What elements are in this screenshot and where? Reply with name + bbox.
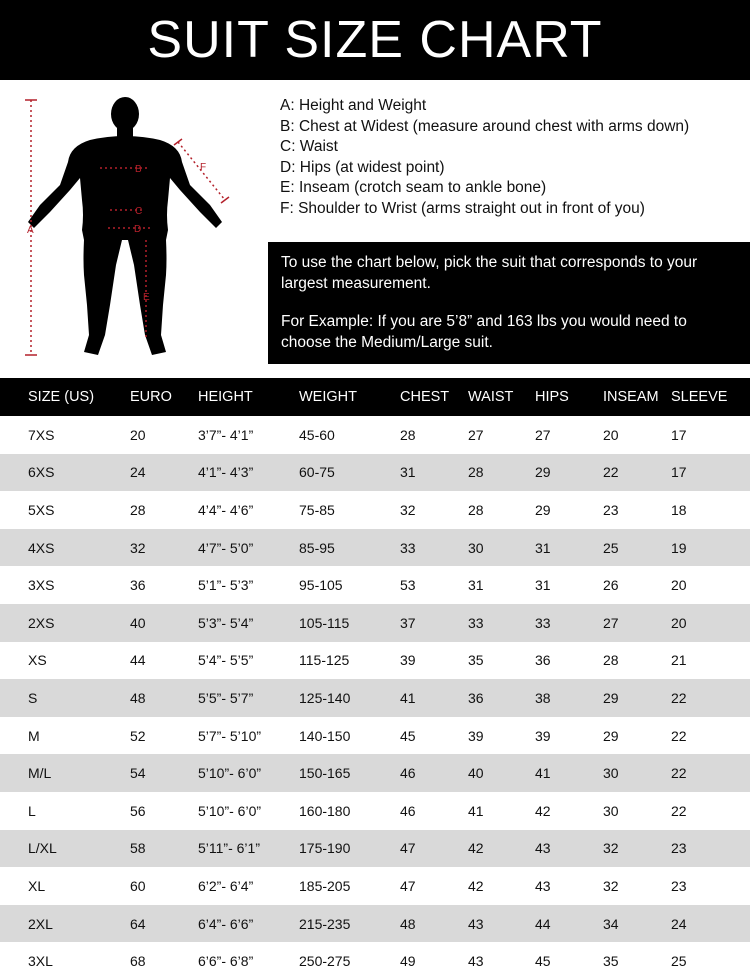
header-size: SIZE (US) (0, 378, 130, 416)
figure-label-f: F (200, 162, 207, 173)
figure-label-c: C (135, 206, 143, 217)
cell-inseam: 20 (603, 426, 619, 443)
cell-waist: 27 (468, 426, 484, 443)
cell-inseam: 25 (603, 529, 671, 567)
instruction-text: To use the chart below, pick the suit that corresponds to your largest measurement. (281, 254, 698, 292)
cell-height: 4’7”- 5’0” (198, 529, 299, 567)
header-waist: WAIST (468, 378, 535, 416)
cell-euro: 28 (130, 501, 146, 518)
cell-chest: 31 (400, 454, 468, 492)
cell-waist: 42 (468, 830, 535, 868)
cell-height: 5’11”- 6’1” (198, 830, 299, 868)
cell-weight: 125-140 (299, 679, 400, 717)
cell-waist: 43 (468, 905, 535, 943)
cell-hips: 36 (535, 652, 551, 669)
cell-chest: 37 (400, 604, 468, 642)
cell-euro: 48 (130, 679, 198, 717)
cell-height: 3’7”- 4’1” (198, 426, 254, 443)
table-row (0, 717, 750, 755)
cell-inseam: 29 (603, 679, 671, 717)
header-euro: EURO (130, 378, 198, 416)
figure-label-e: E (143, 292, 150, 303)
table-row (0, 867, 750, 905)
cell-size: 2XS (0, 604, 130, 642)
cell-waist: 28 (468, 454, 535, 492)
legend-item-c: C: Waist (280, 138, 338, 156)
cell-euro: 64 (130, 905, 198, 943)
table-row (0, 454, 750, 492)
cell-waist: 33 (468, 604, 535, 642)
cell-chest: 47 (400, 877, 416, 894)
legend-item-e: E: Inseam (crotch seam to ankle bone) (280, 179, 547, 197)
cell-height: 5’10”- 6’0” (198, 802, 262, 819)
cell-hips: 31 (535, 577, 551, 594)
cell-sleeve: 23 (671, 877, 687, 894)
legend-item-d: D: Hips (at widest point) (280, 158, 445, 176)
cell-euro: 20 (130, 426, 146, 443)
cell-hips: 45 (535, 953, 551, 970)
cell-sleeve: 25 (671, 953, 687, 970)
cell-size: L/XL (0, 830, 130, 868)
cell-sleeve: 19 (671, 529, 750, 567)
cell-sleeve: 22 (671, 727, 687, 744)
cell-weight: 60-75 (299, 454, 400, 492)
cell-height: 6’6”- 6’8” (198, 953, 254, 970)
cell-size: 6XS (0, 454, 130, 492)
table-row (0, 416, 750, 454)
cell-size: 3XL (28, 953, 53, 970)
cell-size: XS (28, 652, 47, 669)
table-row (0, 679, 750, 717)
cell-euro: 40 (130, 604, 198, 642)
cell-height: 5’10”- 6’0” (198, 754, 299, 792)
cell-waist: 31 (468, 577, 484, 594)
cell-height: 5’4”- 5’5” (198, 652, 254, 669)
table-row (0, 792, 750, 830)
cell-waist: 43 (468, 953, 484, 970)
cell-waist: 42 (468, 877, 484, 894)
cell-weight: 75-85 (299, 501, 335, 518)
title-bar (0, 0, 750, 80)
cell-euro: 24 (130, 454, 198, 492)
cell-euro: 54 (130, 754, 198, 792)
cell-inseam: 26 (603, 577, 619, 594)
cell-size: S (0, 679, 130, 717)
header-chest: CHEST (400, 378, 468, 416)
cell-sleeve: 20 (671, 577, 687, 594)
cell-sleeve: 18 (671, 501, 687, 518)
table-row (0, 491, 750, 529)
cell-hips: 33 (535, 604, 603, 642)
cell-weight: 105-115 (299, 604, 400, 642)
cell-weight: 95-105 (299, 577, 343, 594)
size-table (0, 378, 750, 980)
figure-label-a: A (27, 225, 34, 236)
cell-size: 7XS (28, 426, 55, 443)
cell-height: 6’2”- 6’4” (198, 877, 254, 894)
cell-inseam: 22 (603, 454, 671, 492)
cell-sleeve: 23 (671, 830, 750, 868)
table-row (0, 942, 750, 980)
cell-waist: 40 (468, 754, 535, 792)
cell-chest: 28 (400, 426, 416, 443)
cell-waist: 35 (468, 652, 484, 669)
cell-euro: 52 (130, 727, 146, 744)
cell-sleeve: 22 (671, 754, 750, 792)
cell-size: XL (28, 877, 46, 894)
table-row (0, 529, 750, 567)
cell-inseam: 29 (603, 727, 619, 744)
cell-euro: 32 (130, 529, 198, 567)
cell-waist: 39 (468, 727, 484, 744)
cell-size: L (28, 802, 36, 819)
legend-item-f: F: Shoulder to Wrist (arms straight out in front of you) (280, 199, 645, 217)
cell-inseam: 34 (603, 905, 671, 943)
cell-inseam: 30 (603, 802, 619, 819)
cell-weight: 85-95 (299, 529, 400, 567)
cell-chest: 33 (400, 529, 468, 567)
table-row (0, 604, 750, 642)
cell-size: 5XS (28, 501, 55, 518)
cell-sleeve: 21 (671, 652, 687, 669)
cell-height: 5’3”- 5’4” (198, 604, 299, 642)
cell-weight: 150-165 (299, 754, 400, 792)
cell-hips: 29 (535, 454, 603, 492)
cell-weight: 215-235 (299, 905, 400, 943)
cell-hips: 31 (535, 529, 603, 567)
figure-label-d: D (134, 224, 142, 235)
cell-size: 4XS (0, 529, 130, 567)
header-weight: WEIGHT (299, 378, 400, 416)
cell-size: 3XS (28, 577, 55, 594)
cell-sleeve: 22 (671, 679, 750, 717)
cell-sleeve: 24 (671, 905, 750, 943)
header-inseam: INSEAM (603, 378, 671, 416)
cell-height: 5’7”- 5’10” (198, 727, 262, 744)
cell-sleeve: 17 (671, 426, 687, 443)
cell-euro: 36 (130, 577, 146, 594)
cell-sleeve: 17 (671, 454, 750, 492)
cell-sleeve: 22 (671, 802, 687, 819)
cell-inseam: 32 (603, 830, 671, 868)
cell-weight: 185-205 (299, 877, 351, 894)
cell-chest: 53 (400, 577, 416, 594)
cell-chest: 41 (400, 679, 468, 717)
page-title: SUIT SIZE CHART (147, 11, 603, 69)
cell-weight: 175-190 (299, 830, 400, 868)
cell-waist: 41 (468, 802, 484, 819)
cell-euro: 44 (130, 652, 146, 669)
body-measurement-figure (20, 90, 250, 365)
cell-sleeve: 20 (671, 604, 750, 642)
cell-height: 6’4”- 6’6” (198, 905, 299, 943)
cell-height: 4’1”- 4’3” (198, 454, 299, 492)
figure-label-b: B (135, 164, 142, 175)
cell-chest: 46 (400, 754, 468, 792)
cell-inseam: 30 (603, 754, 671, 792)
measurement-legend (280, 96, 745, 220)
cell-chest: 47 (400, 830, 468, 868)
cell-inseam: 28 (603, 652, 619, 669)
cell-hips: 41 (535, 754, 603, 792)
cell-inseam: 32 (603, 877, 619, 894)
cell-weight: 45-60 (299, 426, 335, 443)
cell-inseam: 27 (603, 604, 671, 642)
cell-height: 4’4”- 4’6” (198, 501, 254, 518)
table-row (0, 905, 750, 943)
instructions-box (268, 242, 750, 364)
cell-hips: 42 (535, 802, 551, 819)
cell-height: 5’1”- 5’3” (198, 577, 254, 594)
cell-chest: 48 (400, 905, 468, 943)
cell-chest: 49 (400, 953, 416, 970)
cell-chest: 32 (400, 501, 416, 518)
cell-waist: 28 (468, 501, 484, 518)
header-hips: HIPS (535, 378, 603, 416)
cell-inseam: 35 (603, 953, 619, 970)
cell-euro: 68 (130, 953, 146, 970)
cell-chest: 39 (400, 652, 416, 669)
cell-hips: 27 (535, 426, 551, 443)
cell-size: M/L (0, 754, 130, 792)
table-row (0, 830, 750, 868)
cell-hips: 39 (535, 727, 551, 744)
cell-hips: 29 (535, 501, 551, 518)
cell-weight: 160-180 (299, 802, 351, 819)
cell-size: 2XL (0, 905, 130, 943)
cell-euro: 58 (130, 830, 198, 868)
cell-euro: 60 (130, 877, 146, 894)
cell-chest: 46 (400, 802, 416, 819)
cell-waist: 30 (468, 529, 535, 567)
cell-hips: 38 (535, 679, 603, 717)
table-header-row (0, 378, 750, 416)
cell-euro: 56 (130, 802, 146, 819)
cell-size: M (28, 727, 40, 744)
cell-hips: 44 (535, 905, 603, 943)
cell-weight: 250-275 (299, 953, 351, 970)
cell-weight: 140-150 (299, 727, 351, 744)
cell-waist: 36 (468, 679, 535, 717)
cell-hips: 43 (535, 877, 551, 894)
header-sleeve: SLEEVE (671, 378, 750, 416)
body-silhouette-icon (20, 90, 250, 365)
cell-chest: 45 (400, 727, 416, 744)
table-row (0, 642, 750, 680)
legend-item-a: A: Height and Weight (280, 97, 427, 114)
cell-inseam: 23 (603, 501, 619, 518)
cell-hips: 43 (535, 830, 603, 868)
legend-item-b: B: Chest at Widest (measure around chest with arms down) (280, 117, 690, 135)
cell-weight: 115-125 (299, 652, 350, 669)
cell-height: 5’5”- 5’7” (198, 679, 299, 717)
example-text: For Example: If you are 5’8” and 163 lbs you would need to choose the Medium/Large suit. (281, 313, 687, 351)
header-height: HEIGHT (198, 378, 299, 416)
table-row (0, 566, 750, 604)
table-row (0, 754, 750, 792)
